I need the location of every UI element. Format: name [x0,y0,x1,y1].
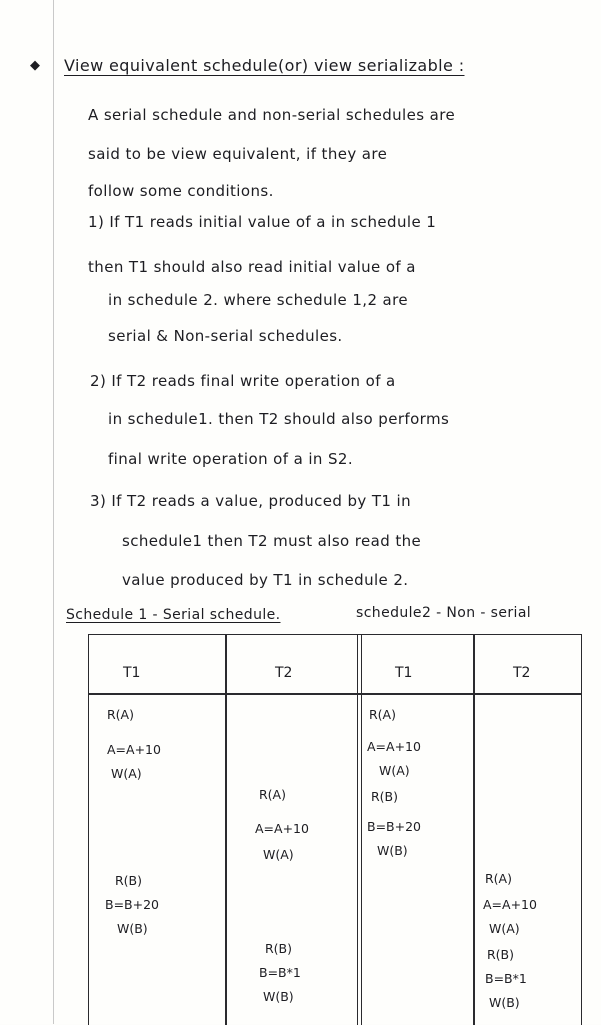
table-cell: W(B) [377,843,408,858]
table-cell: B=B+20 [105,897,160,912]
header-divider [89,693,581,695]
margin-line [53,0,54,1024]
table-cell: W(B) [263,989,294,1004]
header-schedule2-t2: T2 [513,665,531,681]
table-cell: W(B) [117,921,148,936]
paragraph-line-2: said to be view equivalent, if they are [88,145,388,163]
paragraph-line-3: follow some conditions. [88,182,274,200]
table-cell: W(A) [263,847,294,862]
schedule-2-label: schedule2 - Non - serial [356,605,532,621]
table-cell: R(A) [107,707,134,722]
table-cell: W(A) [379,763,410,778]
table-cell: R(A) [259,787,286,802]
condition-1-line-4: serial & Non-serial schedules. [108,327,343,345]
table-cell: W(A) [489,921,520,936]
table-cell: R(A) [369,707,396,722]
condition-3-line-3: value produced by T1 in schedule 2. [122,571,409,589]
header-schedule1-t1: T1 [123,665,141,681]
condition-1-line-1: 1) If T1 reads initial value of a in schedule 1 [88,213,437,231]
page-title: View equivalent schedule(or) view serializable : [64,56,465,75]
table-cell: W(A) [111,766,142,781]
table-cell: A=A+10 [367,739,421,754]
table-cell: R(B) [487,947,515,962]
table-cell: W(B) [489,995,520,1010]
table-cell: R(B) [371,789,399,804]
paragraph-line-1: A serial schedule and non-serial schedules are [88,106,456,124]
table-cell: B=B*1 [259,965,301,980]
condition-3-line-2: schedule1 then T2 must also read the [122,532,422,550]
table-cell: A=A+10 [255,821,309,836]
condition-2-line-3: final write operation of a in S2. [108,450,354,468]
header-schedule2-t1: T1 [395,665,413,681]
table-cell: A=A+10 [483,897,537,912]
header-schedule1-t2: T2 [275,665,293,681]
table-cell: R(A) [485,871,512,886]
heading-bullet: ◆ [30,58,41,73]
condition-1-line-2: then T1 should also read initial value of a [88,258,416,276]
table-cell: B=B+20 [367,819,422,834]
schedule-1-label: Schedule 1 - Serial schedule. [66,607,281,623]
table-cell: R(B) [115,873,143,888]
condition-1-line-3: in schedule 2. where schedule 1,2 are [108,291,409,309]
table-cell: B=B*1 [485,971,527,986]
schedule-table [88,634,582,1025]
condition-3-line-1: 3) If T2 reads a value, produced by T1 in [90,492,411,510]
condition-2-line-2: in schedule1. then T2 should also performs [108,410,450,428]
table-cell: R(B) [265,941,293,956]
condition-2-line-1: 2) If T2 reads final write operation of a [90,372,396,390]
table-cell: A=A+10 [107,742,161,757]
